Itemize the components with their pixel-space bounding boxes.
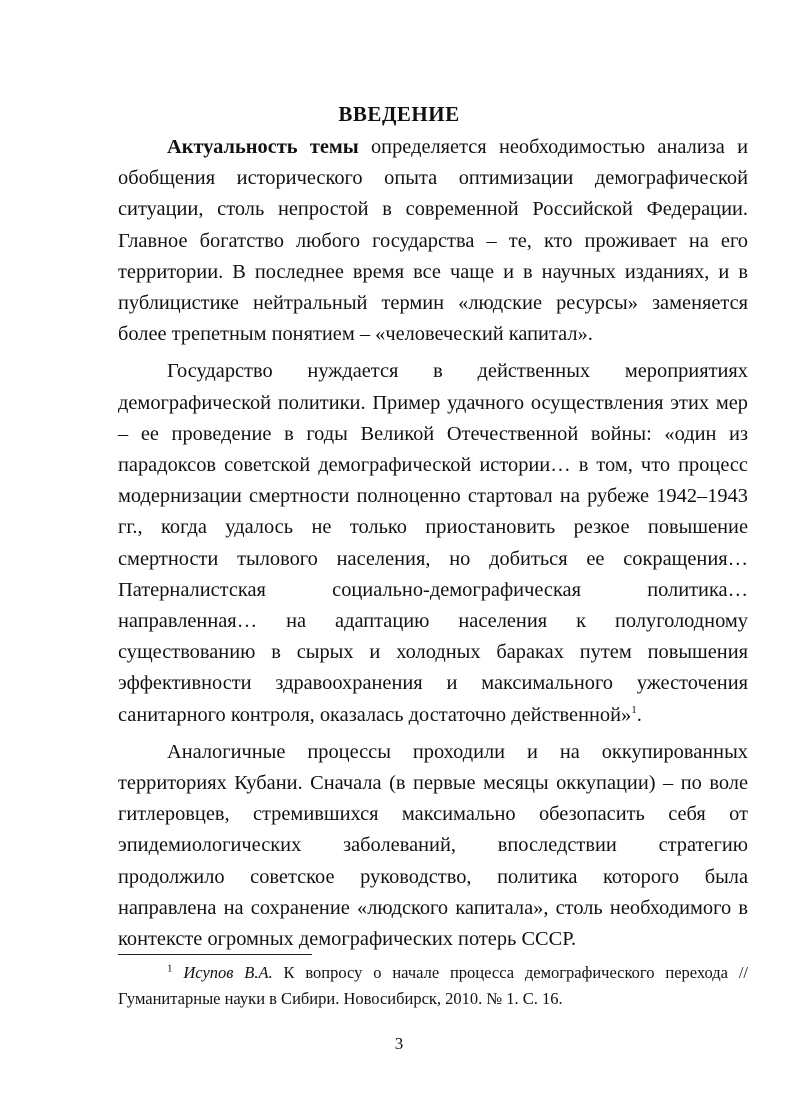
footnote-author: Исупов В.А. <box>183 963 273 982</box>
paragraph-state-policy <box>118 356 748 730</box>
footnote-separator <box>118 954 312 955</box>
paragraph-relevance <box>118 132 748 350</box>
relevance-lead: Актуальность темы <box>167 136 359 158</box>
footnote-number: 1 <box>167 962 173 975</box>
body-text <box>118 132 748 955</box>
page-number: 3 <box>394 1034 404 1053</box>
paragraph-kuban <box>118 737 748 955</box>
paragraph-text: Аналогичные процессы проходили и на оккупированных территориях Кубани. Сначала (в первые месяцы оккупации) – по воле гитлеровцев, стремившихся максимально обезопасить себя от эпидемиологических заболеваний, впоследствии стратегию продолжило советское руководство, политика которого была направлена на сохранение «людского капитала», столь необходимого в контексте огромных демографических потерь СССР. <box>118 740 748 951</box>
footnote-text: К вопросу о начале процесса демографического перехода // Гуманитарные науки в Сибири. Новосибирск, 2010. № 1. С. 16. <box>118 963 748 1008</box>
footnote-reference[interactable]: 1 <box>631 703 637 716</box>
footnote <box>118 960 748 1012</box>
section-heading: ВВЕДЕНИЕ <box>338 102 460 126</box>
paragraph-text: Государство нуждается в действенных мероприятиях демографической политики. Пример удачного осуществления этих мер – ее проведение в годы Великой Отечественной войны: «один из парадоксов советской демографической истории… в том, что процесс модернизации смертности полноценно стартовал на рубеже 1942–1943 гг., когда удалось не только приостановить резкое повышение смертности тылового населения, но добиться ее сокращения… Патерналистская социально-демографическая политика… направленная… на адаптацию населения к полуголодному существованию в сырых и холодных бараках путем повышения эффективности здравоохранения и максимального ужесточения санитарного контроля, оказалась достаточно действенной» <box>118 360 748 726</box>
paragraph-text: определяется необходимостью анализа и обобщения исторического опыта оптимизации демографической ситуации, столь непростой в современной Российской Федерации. Главное богатство любого государства – те, кто проживает на его территории. В последнее время все чаще и в научных изданиях, и в публицистике нейтральный термин «людские ресурсы» заменяется более трепетным понятием – «человеческий капитал». <box>118 136 748 346</box>
paragraph-tail: . <box>636 703 642 726</box>
